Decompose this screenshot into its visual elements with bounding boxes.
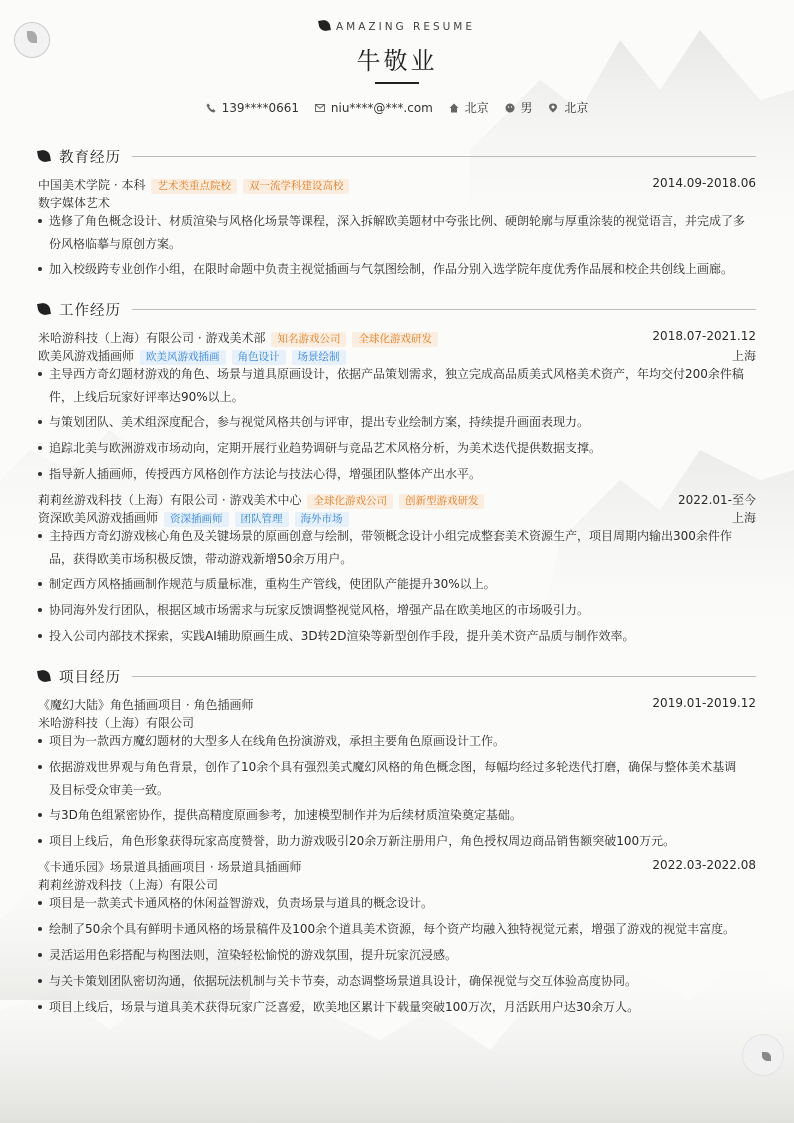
project-header-row xyxy=(38,696,756,713)
school-tag: 双一流学科建设高校 xyxy=(243,179,350,194)
skill-tag: 欧美风游戏插画 xyxy=(140,350,226,365)
skill-tag: 海外市场 xyxy=(295,512,349,527)
job-role: 欧美风游戏插画师 xyxy=(38,349,135,363)
education-major-row xyxy=(38,194,756,211)
divider xyxy=(132,309,756,310)
company-tag: 知名游戏公司 xyxy=(271,332,346,347)
education-header-row xyxy=(38,176,756,193)
job-role-row xyxy=(38,347,756,364)
company-name: 米哈游科技（上海）有限公司 · 游戏美术部 xyxy=(38,331,266,345)
contact-hometown: 北京 xyxy=(449,99,489,116)
project-date: 2022.03-2022.08 xyxy=(652,858,756,872)
skill-tag: 资深插画师 xyxy=(164,512,229,527)
contact-gender: 男 xyxy=(505,99,533,116)
location-icon xyxy=(548,103,558,113)
project-name: 《魔幻大陆》角色插画项目 · 角色插画师 xyxy=(38,698,254,712)
section-work-title: 工作经历 xyxy=(38,299,756,319)
leaf-icon xyxy=(37,669,51,683)
seal-stamp-icon xyxy=(742,1034,784,1076)
project-org: 莉莉丝游戏科技（上海）有限公司 xyxy=(38,878,219,892)
brand-text: AMAZING RESUME xyxy=(335,21,476,33)
company-tag: 全球化游戏研发 xyxy=(352,332,438,347)
name-underline xyxy=(375,82,419,84)
skill-tag: 团队管理 xyxy=(235,512,289,527)
brand-title xyxy=(0,20,794,33)
candidate-name: 牛敬业 xyxy=(356,47,438,75)
project-date: 2019.01-2019.12 xyxy=(652,696,756,710)
job-date: 2022.01-至今 xyxy=(678,493,756,507)
leaf-icon xyxy=(318,19,331,32)
job-city: 上海 xyxy=(731,511,756,525)
leaf-icon xyxy=(37,149,51,163)
school-name: 中国美术学院 · 本科 xyxy=(38,178,146,192)
skill-tag: 角色设计 xyxy=(232,350,286,365)
section-education-title: 教育经历 xyxy=(38,146,756,166)
major: 数字媒体艺术 xyxy=(38,196,111,210)
divider xyxy=(132,676,756,677)
job-date: 2018.07-2021.12 xyxy=(652,329,756,343)
project-org: 米哈游科技（上海）有限公司 xyxy=(38,716,195,730)
divider xyxy=(132,156,756,157)
face-icon xyxy=(505,103,515,113)
contact-email: niu****@***.com xyxy=(315,101,433,115)
company-tag: 全球化游戏公司 xyxy=(307,494,393,509)
project-name: 《卡通乐园》场景道具插画项目 · 场景道具插画师 xyxy=(38,860,302,874)
company-name: 莉莉丝游戏科技（上海）有限公司 · 游戏美术中心 xyxy=(38,493,302,507)
job-city: 上海 xyxy=(731,349,756,363)
section-projects-title: 项目经历 xyxy=(38,666,756,686)
company-tag: 创新型游戏研发 xyxy=(399,494,485,509)
contact-bar xyxy=(0,99,794,116)
phone-icon xyxy=(206,103,216,113)
job-header-row xyxy=(38,491,756,508)
leaf-icon xyxy=(37,302,51,316)
contact-phone: 139****0661 xyxy=(206,101,299,115)
job-role-row xyxy=(38,509,756,526)
job-role: 资深欧美风游戏插画师 xyxy=(38,511,159,525)
home-icon xyxy=(449,103,459,113)
project-org-row xyxy=(38,876,756,893)
job-header-row xyxy=(38,329,756,346)
skill-tag: 场景绘制 xyxy=(292,350,346,365)
contact-location: 北京 xyxy=(548,99,588,116)
project-org-row xyxy=(38,714,756,731)
mail-icon xyxy=(315,103,325,113)
education-date: 2014.09-2018.06 xyxy=(652,176,756,190)
project-header-row xyxy=(38,858,756,875)
school-tag: 艺术类重点院校 xyxy=(151,179,237,194)
